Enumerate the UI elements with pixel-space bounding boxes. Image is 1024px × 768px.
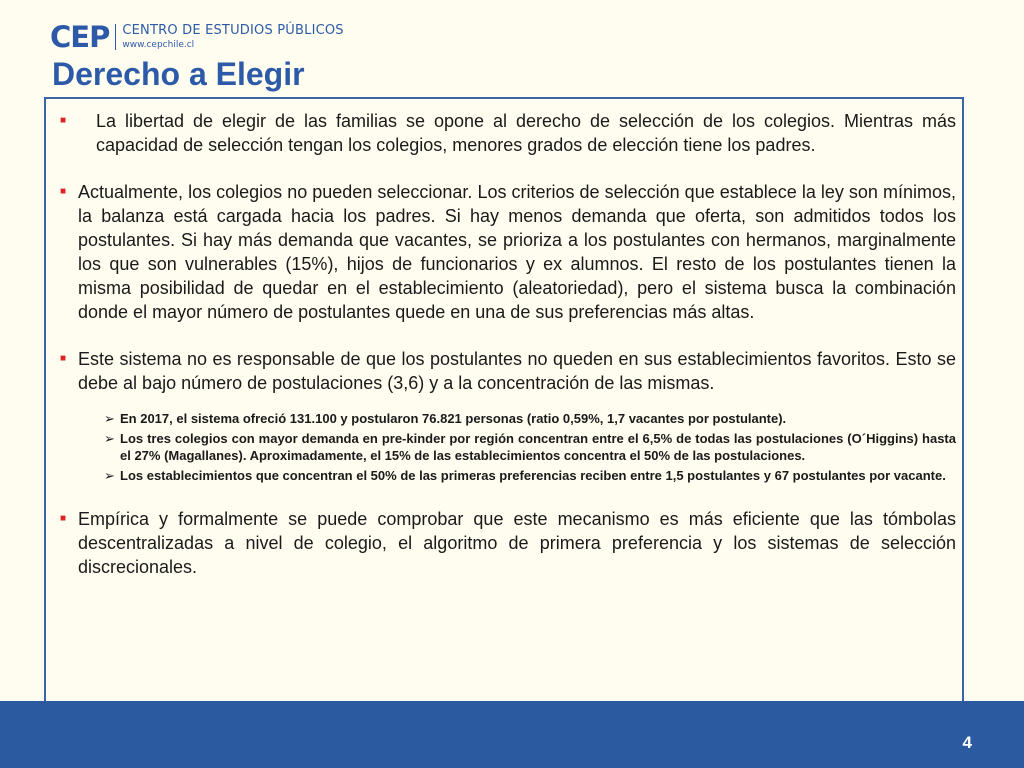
- bullet-text: Empírica y formalmente se puede comprobar que este mecanismo es más eficiente que las tómbolas descentralizadas a nivel de colegio, el algoritmo de primera preferencia y los sistemas de selección discrecionales.: [78, 509, 956, 577]
- content-box: [44, 97, 964, 703]
- arrow-icon: ➢: [104, 468, 115, 483]
- bullet-list: [58, 109, 956, 602]
- logo-url: www.cepchile.cl: [122, 40, 195, 50]
- bullet-text: La libertad de elegir de las familias se opone al derecho de selección de los colegios. Mientras más capacidad de selección tengan los colegios, menores grados de elección tiene los padres.: [96, 111, 956, 155]
- slide-title: Derecho a Elegir: [52, 56, 305, 92]
- sub-bullet-item: [104, 467, 956, 484]
- footer-bar: [0, 701, 1024, 768]
- arrow-icon: ➢: [104, 411, 115, 426]
- sub-bullet-text: Los establecimientos que concentran el 50% de las primeras preferencias reciben entre 1,5 postulantes y 67 postulantes por vacante.: [120, 468, 946, 483]
- bullet-text: Actualmente, los colegios no pueden seleccionar. Los criterios de selección que establece la ley son mínimos, la balanza está cargada hacia los padres. Si hay menos demanda que oferta, son admitidos todos los postulantes. Si hay más demanda que vacantes, se prioriza a los postulantes con hermanos, marginalmente los que son vulnerables (15%), hijos de funcionarios y ex alumnos. El resto de los postulantes tienen la misma posibilidad de quedar en el establecimiento (aleatoriedad), pero el sistema busca la combinación donde el mayor número de postulantes quede en una de sus preferencias más altas.: [78, 182, 956, 322]
- logo-text: [122, 24, 343, 50]
- bullet-item: [58, 347, 956, 395]
- logo-mark: CEP: [50, 20, 110, 54]
- bullet-item: [58, 109, 956, 157]
- bullet-marker: ■: [60, 353, 67, 364]
- sub-bullet-item: [104, 430, 956, 464]
- cep-logo: [50, 20, 344, 54]
- bullet-item: [58, 180, 956, 324]
- sub-bullet-text: Los tres colegios con mayor demanda en pre-kinder por región concentran entre el 6,5% de todas las postulaciones (O´Higgins) hasta el 27% (Magallanes). Aproximadamente, el 15% de las establecimientos concentra el 50% de las postulaciones.: [120, 431, 956, 463]
- bullet-marker: ■: [60, 513, 67, 524]
- sub-bullet-group: [58, 410, 956, 484]
- logo-divider: [115, 24, 116, 50]
- sub-bullet-text: En 2017, el sistema ofreció 131.100 y postularon 76.821 personas (ratio 0,59%, 1,7 vacantes por postulante).: [120, 411, 787, 426]
- sub-bullet-list: [58, 410, 956, 484]
- sub-bullet-item: [104, 410, 956, 427]
- bullet-marker: ■: [60, 186, 67, 197]
- logo-name: CENTRO DE ESTUDIOS PÚBLICOS: [122, 23, 344, 38]
- page-number: 4: [962, 733, 972, 752]
- arrow-icon: ➢: [104, 431, 115, 446]
- bullet-item: [58, 507, 956, 579]
- bullet-marker: ■: [60, 115, 67, 126]
- bullet-text: Este sistema no es responsable de que los postulantes no queden en sus establecimientos favoritos. Esto se debe al bajo número de postulaciones (3,6) y a la concentración de las mismas.: [78, 349, 956, 393]
